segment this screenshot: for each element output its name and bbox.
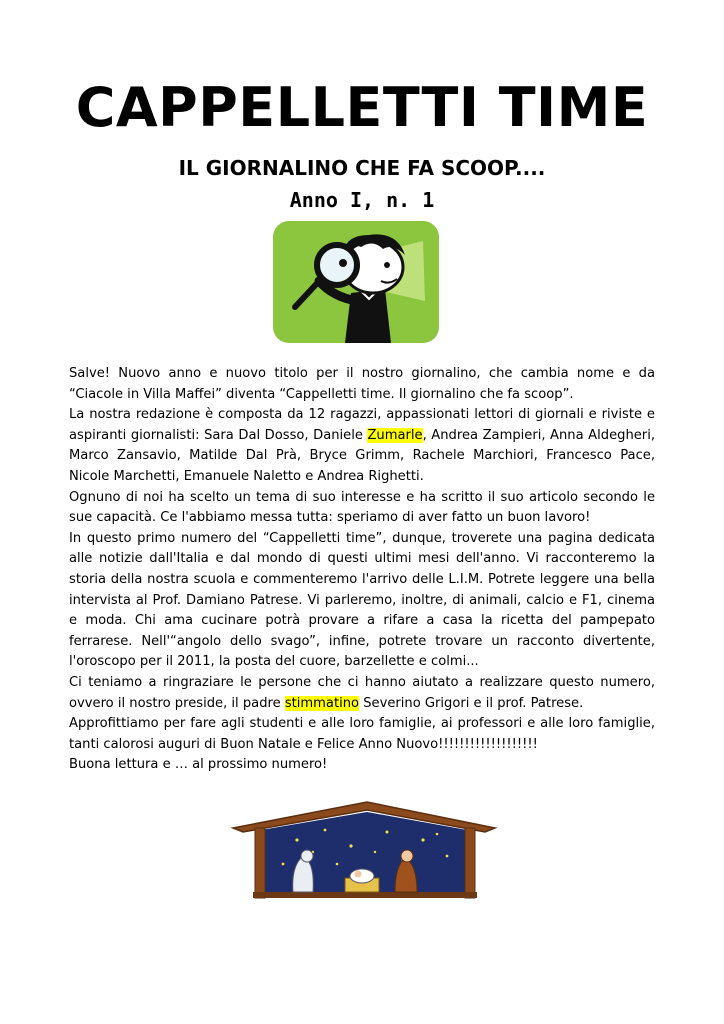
newspaper-title: CAPPELLETTI TIME <box>75 76 649 139</box>
newspaper-subtitle: IL GIORNALINO CHE FA SCOOP.... <box>178 156 546 180</box>
staff-text-start: La nostra redazione è composta da 12 ragazzi, appassionati lettori di giornali e riviste e aspiranti giornalisti: Sara Dal Dosso, Daniele <box>69 407 655 443</box>
paragraph-closing: Buona lettura e … al prossimo numero! <box>69 757 328 773</box>
highlighted-word: stimmatino <box>284 695 360 711</box>
paragraph-contents: In questo primo numero del “Cappelletti time”, dunque, troverete una pagina dedicata alle notizie dall'Italia e dal mondo di questi ultimi mesi dell'anno. Vi racconteremo la storia della nostra scuola e commenteremo l'arrivo delle L.I.M. Potrete leggere una bella intervista al Prof. Damiano Patrese. Vi parleremo, inoltre, di animali, calcio e F1, cinema e moda. Chi ama cucinare potrà provare a rifare a casa la ricetta del pampepato ferrarese. Nell'“angolo dello svago”, infine, potrete trovare un racconto divertente, l'oroscopo per il 2011, la posta del cuore, barzellette e colmi... <box>69 530 655 670</box>
paragraph-effort: Ognuno di noi ha scelto un tema di suo interesse e ha scritto il suo articolo secondo le sue capacità. Ce l'abbiamo messa tutta: speriamo di aver fatto un buon lavoro! <box>69 489 655 526</box>
highlighted-name: Zumarle <box>367 427 423 443</box>
paragraph-staff <box>69 405 655 487</box>
nativity-icon <box>227 800 501 900</box>
paragraph-greetings: Approfittiamo per fare agli studenti e alle loro famiglie, ai professori e alle loro famiglie, tanti calorosi auguri di Buon Natale e Felice Anno Nuovo!!!!!!!!!!!!!!!!!!! <box>69 716 655 752</box>
paragraph-intro: Salve! Nuovo anno e nuovo titolo per il nostro giornalino, che cambia nome e da “Ciacole in Villa Maffei” diventa “Cappelletti time. Il giornalino che fa scoop”. <box>69 366 655 402</box>
thanks-text-start: Ci teniamo a ringraziare le persone che ci hanno aiutato a realizzare questo numero, ovvero il nostro preside, il padre <box>69 674 655 711</box>
staff-text-end: , Andrea Zampieri, Anna Aldegheri, Marco Zansavio, Matilde Dal Prà, Bryce Grimm, Rachele Marchiori, Francesco Pace, Nicole Marchetti, Emanuele Naletto e Andrea Righetti. <box>69 427 655 484</box>
issue-number: Anno I, n. 1 <box>289 188 435 212</box>
paragraph-thanks <box>69 673 655 714</box>
thanks-text-end: Severino Grigori e il prof. Patrese. <box>359 695 584 711</box>
article-body <box>69 364 655 776</box>
reporter-icon <box>273 221 439 343</box>
